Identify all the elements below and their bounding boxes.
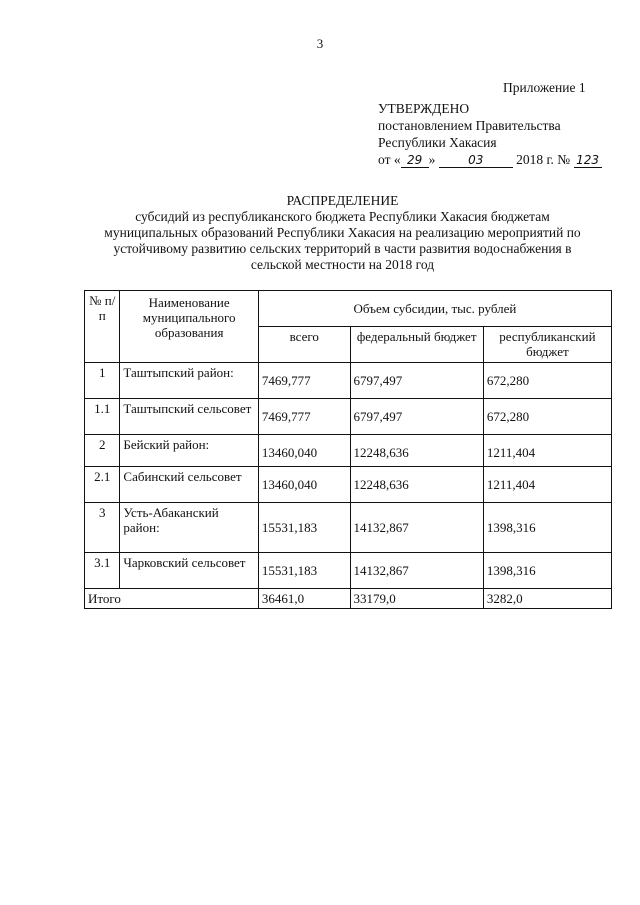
row-no: 2 bbox=[85, 435, 120, 467]
table-row bbox=[85, 503, 612, 553]
row-name: Усть-Абаканский район: bbox=[120, 503, 259, 553]
heading-line-1: субсидий из республиканского бюджета Республики Хакасия бюджетам bbox=[135, 209, 550, 224]
header-total: всего bbox=[258, 327, 350, 363]
row-republic: 672,280 bbox=[483, 363, 611, 399]
approval-line-1: постановлением Правительства bbox=[378, 118, 561, 133]
date-day: 29 bbox=[401, 153, 429, 168]
heading-line-3: устойчивому развитию сельских территорий в части развития водоснабжения в bbox=[113, 241, 572, 256]
table-row bbox=[85, 435, 612, 467]
approval-date-line bbox=[378, 151, 602, 168]
table-total-row bbox=[85, 589, 612, 609]
row-federal: 14132,867 bbox=[350, 503, 483, 553]
row-name: Бейский район: bbox=[120, 435, 259, 467]
header-federal: федеральный бюджет bbox=[350, 327, 483, 363]
approval-title: УТВЕРЖДЕНО bbox=[378, 101, 470, 116]
row-republic: 672,280 bbox=[483, 399, 611, 435]
row-federal: 6797,497 bbox=[350, 363, 483, 399]
row-republic: 1211,404 bbox=[483, 435, 611, 467]
row-name: Чарковский сельсовет bbox=[120, 553, 259, 589]
row-name: Сабинский сельсовет bbox=[120, 467, 259, 503]
date-year: 2018 г. № bbox=[516, 152, 571, 167]
total-federal: 33179,0 bbox=[350, 589, 483, 609]
date-month: 03 bbox=[439, 153, 513, 168]
table-header-row bbox=[85, 291, 612, 327]
decree-number: 123 bbox=[574, 153, 602, 168]
heading-title: РАСПРЕДЕЛЕНИЕ bbox=[286, 193, 399, 208]
row-federal: 12248,636 bbox=[350, 435, 483, 467]
row-no: 2.1 bbox=[85, 467, 120, 503]
row-federal: 12248,636 bbox=[350, 467, 483, 503]
total-republic: 3282,0 bbox=[483, 589, 611, 609]
approval-line-2: Республики Хакасия bbox=[378, 135, 497, 150]
table-row bbox=[85, 467, 612, 503]
row-name: Таштыпский сельсовет bbox=[120, 399, 259, 435]
row-federal: 14132,867 bbox=[350, 553, 483, 589]
header-name: Наименование муниципального образования bbox=[120, 291, 259, 363]
row-no: 3 bbox=[85, 503, 120, 553]
date-quote-close: » bbox=[428, 152, 436, 167]
header-republic: республиканский бюджет bbox=[483, 327, 611, 363]
header-volume: Объем субсидии, тыс. рублей bbox=[258, 291, 611, 327]
row-total: 13460,040 bbox=[258, 467, 350, 503]
row-name: Таштыпский район: bbox=[120, 363, 259, 399]
heading-line-4: сельской местности на 2018 год bbox=[250, 257, 435, 272]
row-total: 13460,040 bbox=[258, 435, 350, 467]
row-no: 3.1 bbox=[85, 553, 120, 589]
page-number: 3 bbox=[316, 36, 324, 51]
total-total: 36461,0 bbox=[258, 589, 350, 609]
header-no: № п/п bbox=[85, 291, 120, 363]
row-total: 7469,777 bbox=[258, 399, 350, 435]
row-federal: 6797,497 bbox=[350, 399, 483, 435]
subsidy-table bbox=[84, 290, 612, 609]
table-row bbox=[85, 399, 612, 435]
row-republic: 1398,316 bbox=[483, 553, 611, 589]
table-row bbox=[85, 363, 612, 399]
table-row bbox=[85, 553, 612, 589]
heading-line-2: муниципальных образований Республики Хакасия на реализацию мероприятий по bbox=[104, 225, 581, 240]
document-heading bbox=[85, 193, 600, 273]
row-total: 15531,183 bbox=[258, 553, 350, 589]
row-total: 15531,183 bbox=[258, 503, 350, 553]
row-republic: 1211,404 bbox=[483, 467, 611, 503]
date-prefix: от « bbox=[378, 152, 401, 167]
row-no: 1 bbox=[85, 363, 120, 399]
total-label: Итого bbox=[85, 589, 259, 609]
row-total: 7469,777 bbox=[258, 363, 350, 399]
approval-block bbox=[378, 100, 602, 168]
appendix-label: Приложение 1 bbox=[503, 80, 586, 95]
row-republic: 1398,316 bbox=[483, 503, 611, 553]
row-no: 1.1 bbox=[85, 399, 120, 435]
